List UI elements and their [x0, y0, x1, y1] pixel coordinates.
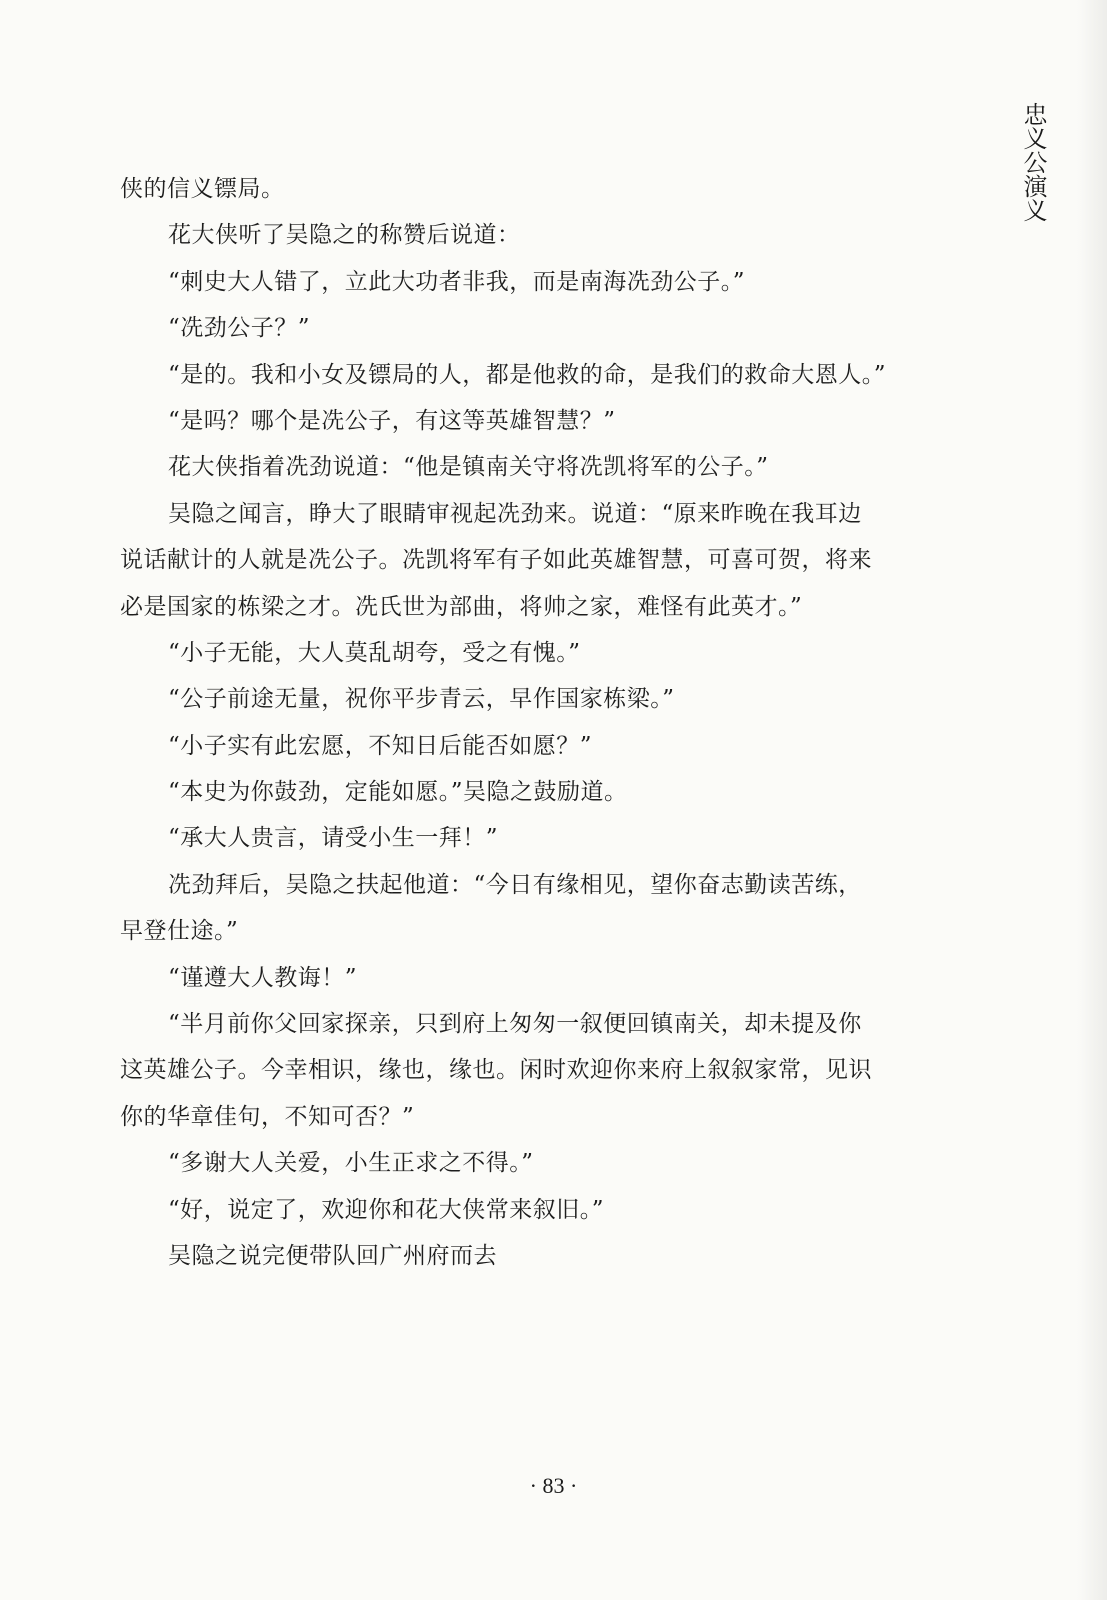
text-line: “半月前你父回家探亲，只到府上匆匆一叙便回镇南关，却未提及你 — [168, 1011, 862, 1038]
text-line: “公子前途无量，祝你平步青云，早作国家栋梁。” — [168, 686, 675, 713]
text-line: 冼劲拜后，吴隐之扶起他道：“今日有缘相见，望你奋志勤读苦练， — [168, 871, 862, 898]
text-line: 必是国家的栋梁之才。冼氏世为部曲，将帅之家，难怪有此英才。” — [120, 593, 803, 620]
text-line: “是吗？哪个是冼公子，有这等英雄智慧？” — [168, 407, 616, 434]
text-line: “本史为你鼓劲，定能如愿。”吴隐之鼓励道。 — [168, 779, 628, 806]
text-line: 早登仕途。” — [120, 918, 239, 945]
text-line: “承大人贵言，请受小生一拜！” — [168, 825, 499, 852]
running-title: 忠义公演义 — [1019, 102, 1047, 222]
text-line: 你的华章佳句，不知可否？” — [120, 1103, 415, 1130]
text-line: “小子实有此宏愿，不知日后能否如愿？” — [168, 732, 593, 759]
text-line: 侠的信义镖局。 — [120, 176, 285, 202]
text-line: “是的。我和小女及镖局的人，都是他救的命，是我们的救命大恩人。” — [168, 361, 887, 388]
text-line: 花大侠指着冼劲说道：“他是镇南关守将冼凯将军的公子。” — [168, 454, 769, 481]
text-line: “多谢大人关爱，小生正求之不得。” — [168, 1150, 534, 1177]
text-line: 吴隐之说完便带队回广州府而去 — [168, 1242, 497, 1269]
page-number: · 83 · — [529, 1473, 578, 1498]
body-text — [120, 166, 940, 1279]
text-line: “小子无能，大人莫乱胡夸，受之有愧。” — [168, 639, 581, 666]
text-line: “冼劲公子？” — [168, 315, 311, 342]
text-line: 花大侠听了吴隐之的称赞后说道： — [168, 222, 521, 249]
text-line: “刺史大人错了，立此大功者非我，而是南海冼劲公子。” — [168, 268, 746, 295]
text-line: 这英雄公子。今幸相识，缘也，缘也。闲时欢迎你来府上叙叙家常，见识 — [120, 1057, 872, 1084]
text-line: “好，说定了，欢迎你和花大侠常来叙旧。” — [168, 1196, 605, 1223]
text-line: 吴隐之闻言，睁大了眼睛审视起冼劲来。说道：“原来昨晚在我耳边 — [168, 500, 862, 527]
text-line: “谨遵大人教诲！” — [168, 964, 358, 991]
text-line: 说话献计的人就是冼公子。冼凯将军有子如此英雄智慧，可喜可贺，将来 — [120, 547, 872, 574]
